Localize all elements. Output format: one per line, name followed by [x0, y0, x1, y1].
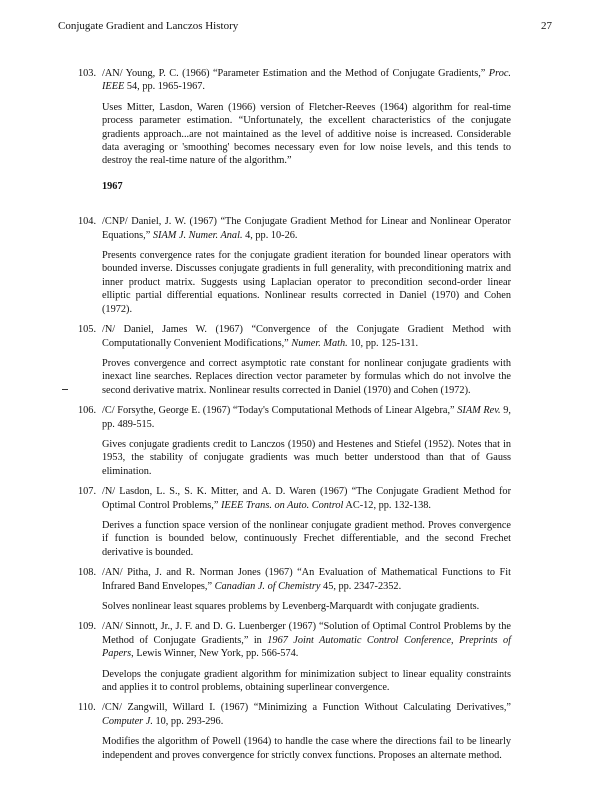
page-number: 27: [541, 20, 552, 32]
annotation: Develops the conjugate gradient algorithm for minimization subject to linear equality constraints and applies it to control problems, obtaining superlinear convergence.: [102, 668, 511, 694]
bib-entry-107: [78, 485, 511, 559]
annotation: Solves nonlinear least squares problems by Levenberg-Marquardt with conjugate gradients.: [102, 601, 480, 612]
annotation: Derives a function space version of the nonlinear conjugate gradient method. Proves convergence if function is bounded below, continuously Frechet differentiable, and the second Frechet derivative is bounded.: [102, 519, 511, 558]
bib-entry-104: [78, 215, 511, 316]
margin-mark: [62, 389, 68, 390]
citation: /CNP/ Daniel, J. W. (1967) “The Conjugate Gradient Method for Linear and Nonlinear Operator Equations,” SIAM J. Numer. Anal. 4, pp. 10-26.: [102, 216, 511, 241]
entry-number: 110.: [78, 702, 96, 714]
bib-entry-108: [78, 566, 511, 613]
bib-entry-109: [78, 620, 511, 694]
running-header: [58, 20, 552, 32]
bibliography: [78, 67, 512, 769]
journal: 1967 Joint Automatic Control Conference, Preprints of Papers: [102, 634, 511, 660]
annotation: Gives conjugate gradients credit to Lanczos (1950) and Hestenes and Stiefel (1952). Notes that in 1953, the stability of conjugate gradients was much better understood than that of Gauss elimination.: [102, 438, 511, 477]
journal: Canadian J. of Chemistry: [214, 580, 321, 592]
annotation: Uses Mitter, Lasdon, Waren (1966) version of Fletcher-Reeves (1964) algorithm for real-time process parameter estimation. “Unfortunately, the excellent characteristics of the conjugate gradients approach...are not maintained as the level of additive noise is increased. Considerable data averaging or 'smoothing' becomes necessary even for low noise levels, and this tends to destroy the real-time nature of the algorithm.”: [102, 101, 511, 167]
entry-number: 109.: [78, 621, 97, 633]
entry-number: 103.: [78, 68, 97, 79]
bib-entry-103: [78, 67, 511, 168]
bib-entry-105: [78, 323, 511, 397]
journal: SIAM J. Numer. Anal.: [152, 229, 243, 241]
journal: Computer J.: [102, 715, 153, 727]
citation: /N/ Daniel, James W. (1967) “Convergence of the Conjugate Gradient Method with Computationally Convenient Modifications,” Numer. Math. 10, pp. 125-131.: [102, 324, 511, 349]
journal: SIAM Rev.: [457, 405, 501, 417]
journal: Numer. Math.: [291, 337, 348, 349]
entry-number: 108.: [78, 567, 97, 579]
header-title: Conjugate Gradient and Lanczos History: [58, 20, 239, 32]
journal: Proc. IEEE: [102, 68, 511, 93]
citation: /AN/ Young, P. C. (1966) “Parameter Estimation and the Method of Conjugate Gradients,” Proc. IEEE 54, pp. 1965-1967.: [102, 68, 511, 93]
annotation: Presents convergence rates for the conjugate gradient iteration for bounded linear operators with bounded inverse. Discusses conjugate gradients in full generality, with preconditioning matrix and inner product matrix. Suggests using Laplacian operator to precondition second-order linear elliptic partial differential equations. Nonlinear results corrected in Daniel (1970) and Cohen (1972).: [102, 250, 511, 315]
entry-number: 105.: [78, 324, 97, 336]
citation: /C/ Forsythe, George E. (1967) “Today's Computational Methods of Linear Algebra,” SIAM Rev. 9, pp. 489-515.: [102, 405, 512, 430]
entry-number: 106.: [78, 405, 97, 417]
entry-number: 107.: [78, 486, 97, 498]
citation: /N/ Lasdon, L. S., S. K. Mitter, and A. D. Waren (1967) “The Conjugate Gradient Method for Optimal Control Problems,” IEEE Trans. on Auto. Control AC-12, pp. 132-138.: [102, 486, 511, 511]
journal: IEEE Trans. on Auto. Control: [220, 499, 344, 511]
citation: /AN/ Pitha, J. and R. Norman Jones (1967) “An Evaluation of Mathematical Functions to Fit Infrared Band Envelopes,” Canadian J. of Chemistry 45, pp. 2347-2352.: [102, 567, 511, 592]
citation: /AN/ Sinnott, Jr., J. F. and D. G. Luenberger (1967) “Solution of Optimal Control Problems by the Method of Conjugate Gradients,” in 1967 Joint Automatic Control Conference, Preprints of Papers, Lewis Winner, New York, pp. 566-574.: [102, 621, 511, 660]
year-heading: 1967: [102, 180, 123, 192]
citation: /CN/ Zangwill, Willard I. (1967) “Minimizing a Function Without Calculating Derivatives,” Computer J. 10, pp. 293-296.: [102, 702, 511, 727]
annotation: Proves convergence and correct asymptotic rate constant for nonlinear conjugate gradients with inexact line searches. Replaces direction vector parameter by formulas which do not involve the second derivative matrix. Nonlinear results corrected in Daniel (1970) and Cohen (1972).: [102, 357, 511, 396]
bib-entry-110: [78, 701, 511, 762]
entry-number: 104.: [78, 216, 97, 228]
bib-entry-106: [78, 404, 512, 478]
annotation: Modifies the algorithm of Powell (1964) to handle the case where the directions fail to be linearly independent and proves convergence for strictly convex functions. Proposes an alternate method.: [102, 736, 511, 761]
